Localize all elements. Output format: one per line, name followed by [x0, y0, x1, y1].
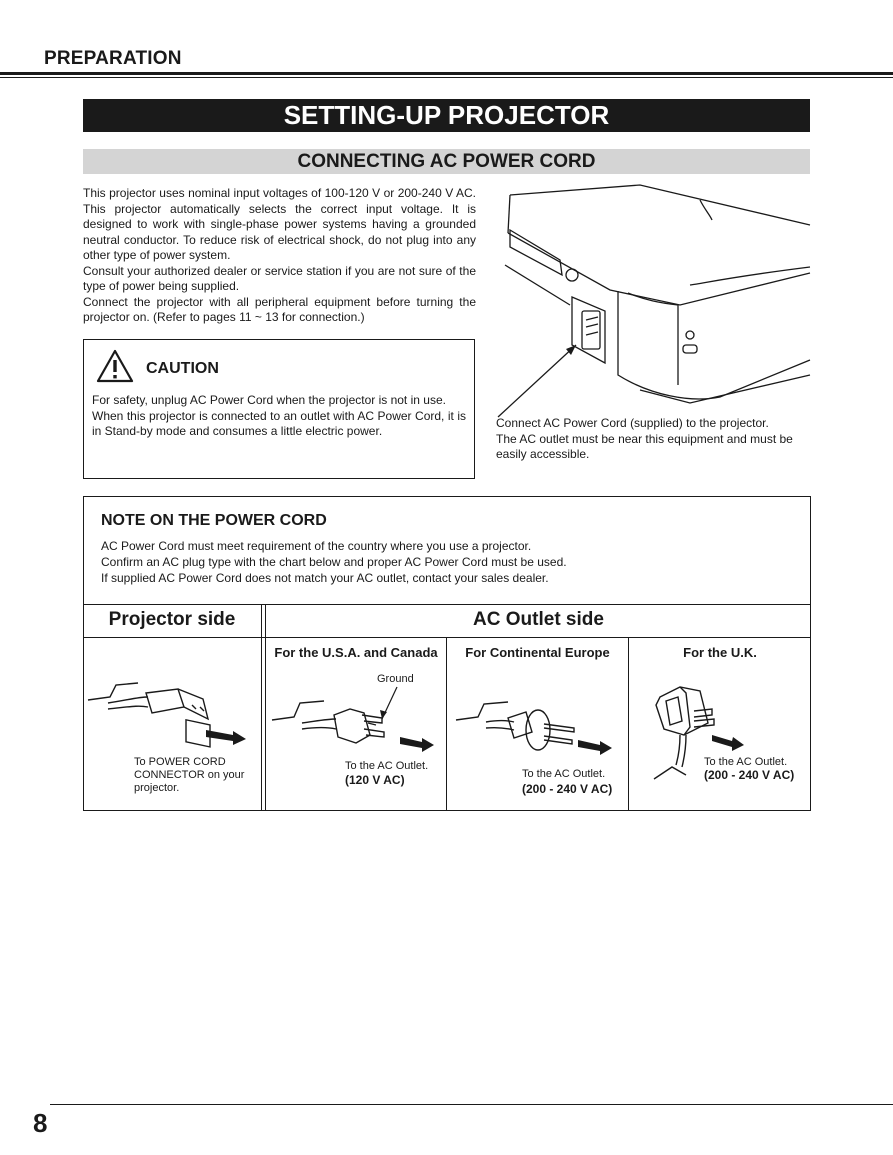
- region-continental-europe: For Continental Europe: [465, 645, 610, 660]
- usa-outlet-caption: To the AC Outlet.: [345, 760, 429, 772]
- projector-caption-line: CONNECTOR on your: [134, 769, 245, 781]
- caution-line: When this projector is connected to an outlet with AC Power Cord, it is in Stand-by mode and consumes a little electric power.: [92, 408, 466, 438]
- footer-rule: [50, 1104, 893, 1105]
- table-divider: [265, 604, 266, 811]
- header-rule-thin: [0, 77, 893, 78]
- europe-plug-illustration: [456, 700, 626, 770]
- table-top-rule: [83, 604, 811, 605]
- intro-paragraph: Consult your authorized dealer or service station if you are not sure of the type of power being supplied.: [83, 263, 476, 293]
- note-title: NOTE ON THE POWER CORD: [101, 512, 327, 529]
- uk-voltage: (200 - 240 V AC): [704, 768, 795, 782]
- projector-illustration: [490, 185, 815, 410]
- figure-caption-line: The AC outlet must be near this equipment and must be easily accessible.: [496, 431, 793, 461]
- table-divider: [261, 604, 262, 811]
- usa-plug-illustration: [272, 685, 442, 765]
- header-rule: [0, 72, 893, 75]
- projector-side-header: Projector side: [108, 609, 236, 630]
- page-subtitle: CONNECTING AC POWER CORD: [83, 149, 810, 174]
- page-title: SETTING-UP PROJECTOR: [83, 99, 810, 132]
- figure-caption-line: Connect AC Power Cord (supplied) to the projector.: [496, 416, 769, 430]
- iec-connector-illustration: [88, 675, 258, 755]
- uk-outlet-caption: To the AC Outlet.: [704, 756, 788, 768]
- note-text: [101, 538, 781, 586]
- caution-title: CAUTION: [146, 360, 219, 377]
- note-line: Confirm an AC plug type with the chart below and proper AC Power Cord must be used.: [101, 555, 567, 569]
- note-line: If supplied AC Power Cord does not match your AC outlet, contact your sales dealer.: [101, 571, 549, 585]
- projector-caption-line: projector.: [134, 782, 180, 794]
- intro-text: [83, 186, 476, 326]
- outlet-side-header: AC Outlet side: [473, 609, 604, 630]
- usa-voltage: (120 V AC): [345, 773, 405, 787]
- section-heading: PREPARATION: [44, 48, 182, 69]
- ground-label: Ground: [377, 673, 414, 685]
- figure-caption: [496, 416, 812, 463]
- table-header-rule: [83, 637, 811, 638]
- caution-text: [92, 393, 466, 440]
- region-usa-canada: For the U.S.A. and Canada: [274, 645, 438, 660]
- page-number: 8: [33, 1108, 48, 1138]
- projector-caption: [134, 756, 259, 795]
- europe-outlet-caption: To the AC Outlet.: [522, 768, 606, 780]
- note-line: AC Power Cord must meet requirement of the country where you use a projector.: [101, 539, 532, 553]
- caution-line: For safety, unplug AC Power Cord when the projector is not in use.: [92, 393, 446, 407]
- table-divider: [446, 637, 447, 811]
- intro-paragraph: This projector uses nominal input voltages of 100-120 V or 200-240 V AC. This projector automatically selects the correct input voltage. It is designed to work with single-phase power systems having a grounded neutral conductor. To reduce risk of electrical shock, do not plug into any other type of power system.: [83, 186, 476, 262]
- intro-paragraph: Connect the projector with all peripheral equipment before turning the projector on. (Refer to pages 11 ~ 13 for connection.): [83, 294, 476, 324]
- warning-icon: [96, 349, 134, 383]
- europe-voltage: (200 - 240 V AC): [522, 782, 613, 796]
- region-uk: For the U.K.: [683, 645, 757, 660]
- table-divider: [628, 637, 629, 811]
- projector-caption-line: To POWER CORD: [134, 756, 226, 768]
